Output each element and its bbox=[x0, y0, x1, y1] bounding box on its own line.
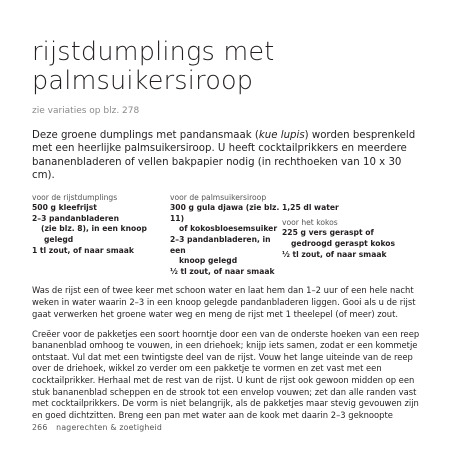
ingredients-heading: voor de palmsuikersiroop bbox=[170, 192, 267, 202]
recipe-title bbox=[32, 38, 422, 96]
title-line-1: rijstdumplings met bbox=[32, 37, 275, 67]
title-line-2: palmsuikersiroop bbox=[32, 66, 254, 96]
intro-paragraph bbox=[32, 129, 422, 183]
ingredient-line: ½ tl zout, of naar smaak bbox=[282, 249, 387, 259]
intro-text-start: Deze groene dumplings met pandansmaak ( bbox=[32, 130, 259, 141]
ingredients-column-dumplings bbox=[32, 193, 170, 278]
ingredient-line: knoop gelegd bbox=[179, 256, 238, 266]
ingredient-line: of kokosbloesemsuiker bbox=[179, 224, 278, 234]
variants-note: zie variaties op blz. 278 bbox=[32, 106, 140, 116]
ingredients-section bbox=[32, 193, 422, 278]
intro-text-end: ) worden besprenkeld met een heerlijke palmsuikersiroop. U heeft cocktailprikkers en meerdere bananenbladeren of vellen bakpapier nodig (in rechthoeken van 10 x 30 cm). bbox=[32, 130, 416, 182]
method-paragraph-1: Was de rijst een of twee keer met schoon water en laat hem dan 1–2 uur of een hele nacht weken in water waarin 2–3 in een knoop gelegde pandanbladeren liggen. Gooi als u de rijst gaat verwerken het groene water weg en meng de rijst met 1 theelepel (of meer) zout. bbox=[32, 285, 416, 319]
recipe-page bbox=[32, 38, 422, 430]
ingredient-line: 2–3 pandanbladeren, in een bbox=[170, 235, 271, 255]
ingredients-heading: voor de rijstdumplings bbox=[32, 192, 118, 202]
ingredients-column-coconut bbox=[282, 193, 422, 278]
page-footer bbox=[32, 423, 168, 433]
ingredient-line: 300 g gula djawa (zie blz. 11) bbox=[170, 203, 280, 223]
ingredient-line: 1,25 dl water bbox=[282, 203, 339, 213]
ingredient-line: 2–3 pandanbladeren bbox=[32, 213, 119, 223]
ingredient-line: 1 tl zout, of naar smaak bbox=[32, 245, 134, 255]
page-number: 266 bbox=[32, 423, 48, 432]
method-paragraph-2: Creëer voor de pakketjes een soort hoorntje door een van de onderste hoeken van een reep bananenblad omhoog te vouwen, in een driehoek; knijp iets samen, zodat er een kommetje ontstaat. Vul dat met een twintigste deel van de rijst. Vouw het lange uiteinde van de reep over de driehoek, wikkel zo verder om een pakketje te vormen en zet vast met een cocktailprikker. Herhaal met de rest van de rijst. U kunt de rijst ook gewoon midden op een stuk bananenblad scheppen en de strook tot een envelop vouwen; zet dan alle randen vast met cocktailprikkers. De vorm is niet belangrijk, als de pakketjes maar stevig gevouwen zijn en goed dichtzitten. Breng een pan met water aan de kook met daarin 2–3 geknoopte bbox=[32, 328, 420, 420]
ingredient-line: gedroogd geraspt kokos bbox=[291, 239, 396, 248]
ingredients-heading: voor het kokos bbox=[282, 217, 338, 227]
ingredient-line: (zie blz. 8), in een knoop bbox=[41, 224, 147, 234]
ingredients-column-syrup bbox=[170, 193, 282, 278]
ingredient-line: 500 g kleefrijst bbox=[32, 203, 97, 213]
ingredient-line: 225 g vers geraspt of bbox=[282, 228, 374, 238]
ingredient-line: gelegd bbox=[44, 235, 74, 244]
section-name: nagerechten & zoetigheid bbox=[56, 423, 163, 432]
intro-italic-term: kue lupis bbox=[258, 130, 305, 141]
ingredient-line: ½ tl zout, of naar smaak bbox=[170, 266, 275, 276]
